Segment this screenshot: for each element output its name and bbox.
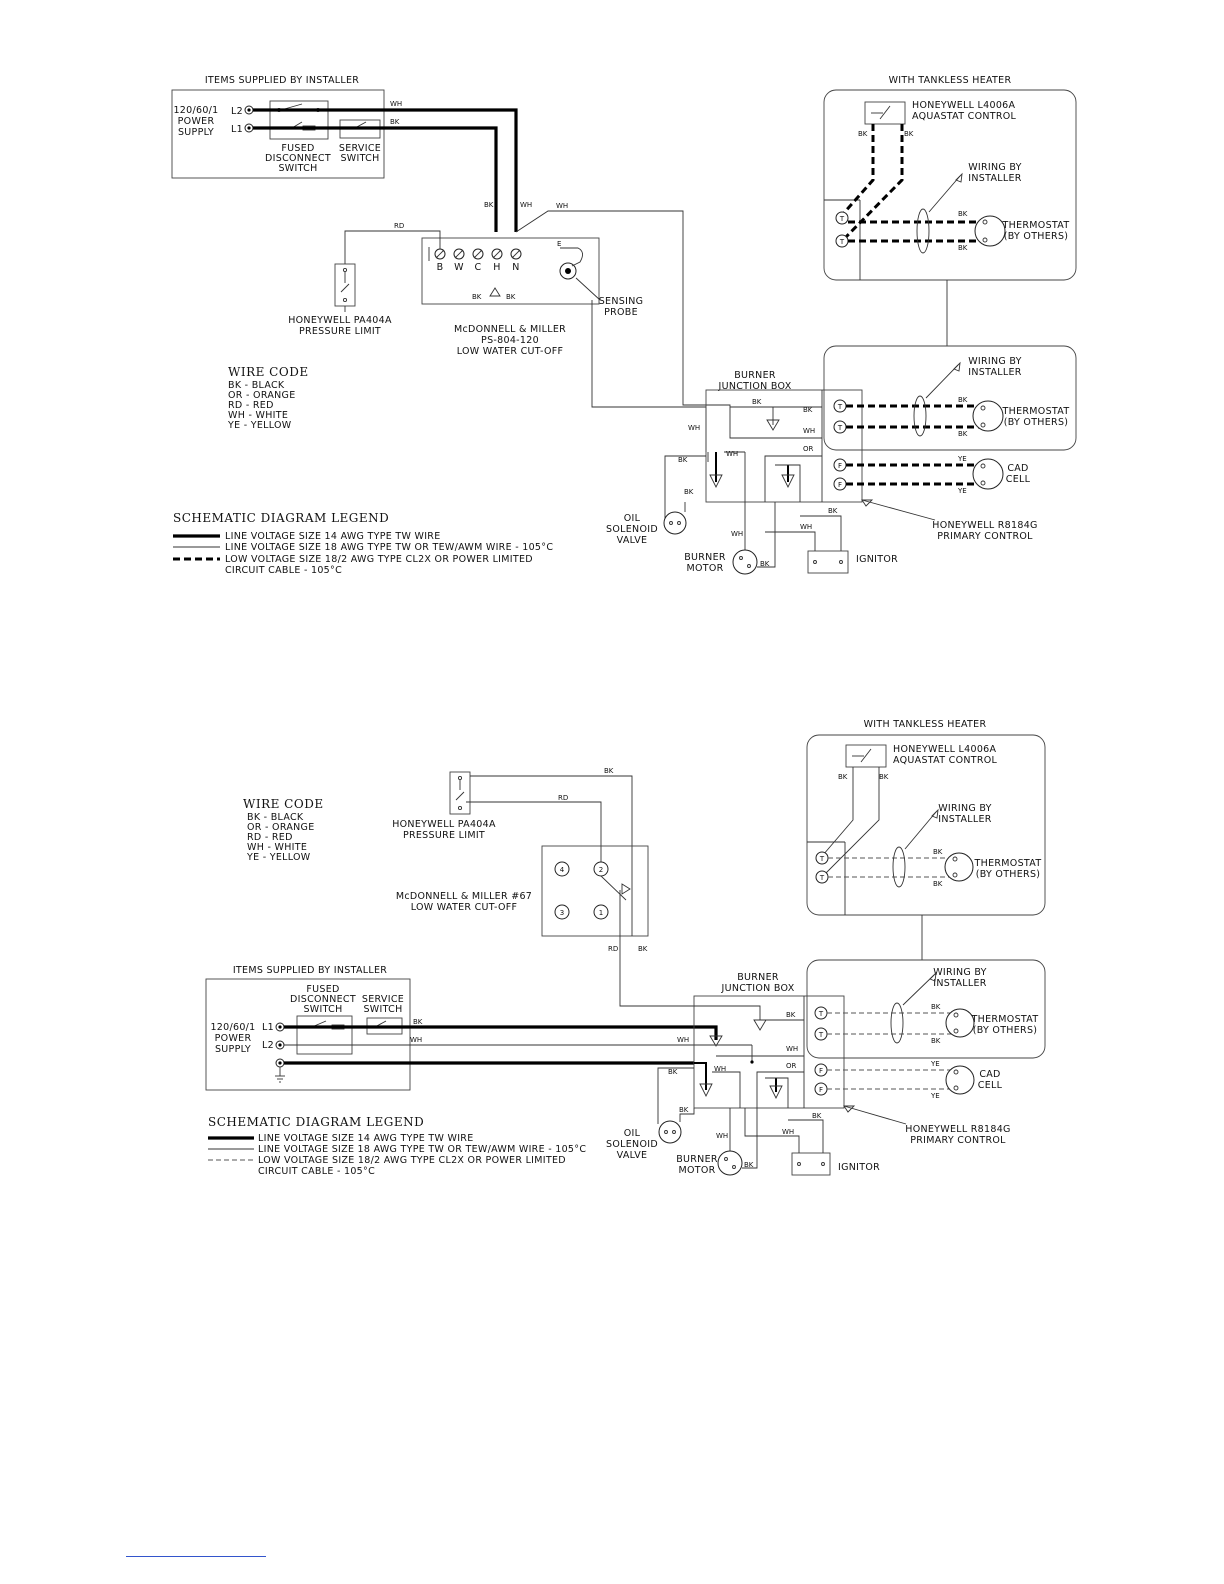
svg-text:RD: RD (558, 794, 569, 802)
lwco-terminals-1 (429, 247, 521, 261)
svg-text:SWITCH: SWITCH (278, 163, 318, 174)
svg-text:WIRE CODE: WIRE CODE (243, 797, 324, 811)
diagram-2 (206, 719, 1045, 1177)
svg-text:BK: BK (958, 396, 968, 404)
svg-text:T: T (839, 215, 845, 223)
svg-text:BK: BK (958, 210, 968, 218)
svg-text:WH: WH (716, 1132, 729, 1140)
svg-text:YE: YE (958, 487, 967, 495)
schematic-legend-1 (173, 511, 553, 576)
svg-text:WH: WH (714, 1065, 727, 1073)
svg-text:BK: BK (933, 880, 943, 888)
svg-text:BURNER: BURNER (737, 972, 779, 983)
installer-title-1: ITEMS SUPPLIED BY INSTALLER (204, 75, 360, 86)
svg-text:LINE VOLTAGE SIZE 18 AWG TYPE: LINE VOLTAGE SIZE 18 AWG TYPE TW OR TEW/AWM WIRE - 105°C (258, 1144, 587, 1155)
svg-text:OR - ORANGE: OR - ORANGE (228, 390, 296, 401)
svg-text:BK: BK (472, 293, 482, 301)
svg-text:WH: WH (786, 1045, 799, 1053)
primary-control-2 (844, 1106, 1011, 1146)
svg-text:LINE VOLTAGE SIZE 14 AWG TYPE: LINE VOLTAGE SIZE 14 AWG TYPE TW WIRE (225, 531, 441, 542)
svg-text:F: F (837, 462, 843, 470)
footer-rule (126, 1556, 266, 1557)
svg-text:SERVICE: SERVICE (338, 143, 382, 154)
svg-text:AQUASTAT CONTROL: AQUASTAT CONTROL (893, 755, 998, 766)
svg-text:120/60/1: 120/60/1 (173, 105, 219, 116)
svg-text:HONEYWELL PA404A: HONEYWELL PA404A (392, 819, 496, 830)
svg-text:IGNITOR: IGNITOR (856, 554, 899, 565)
svg-text:SWITCH: SWITCH (340, 153, 380, 164)
svg-text:AQUASTAT CONTROL: AQUASTAT CONTROL (912, 111, 1017, 122)
svg-text:THERMOSTAT: THERMOSTAT (971, 1014, 1039, 1025)
burner-box-2 (694, 960, 1045, 1108)
svg-text:THERMOSTAT: THERMOSTAT (1002, 406, 1070, 417)
svg-text:F: F (818, 1086, 824, 1094)
svg-text:POWER: POWER (214, 1033, 252, 1044)
burner-motor-2 (718, 1151, 742, 1175)
svg-text:BK: BK (904, 130, 914, 138)
svg-text:BURNER: BURNER (734, 370, 776, 381)
svg-text:T: T (818, 1010, 824, 1018)
svg-text:F: F (818, 1067, 824, 1075)
svg-text:T: T (818, 1031, 824, 1039)
svg-text:DISCONNECT: DISCONNECT (265, 153, 331, 164)
svg-text:SOLENOID: SOLENOID (606, 524, 658, 535)
low-water-cutoff-2 (396, 846, 694, 1006)
svg-text:OIL: OIL (623, 513, 641, 524)
svg-text:LOW VOLTAGE SIZE 18/2 AWG TYPE: LOW VOLTAGE SIZE 18/2 AWG TYPE CL2X OR POWER LIMITED (225, 554, 533, 565)
svg-text:FUSED: FUSED (306, 984, 340, 995)
svg-text:WH - WHITE: WH - WHITE (228, 410, 289, 421)
svg-text:WIRING BY: WIRING BY (968, 356, 1022, 367)
oil-solenoid-valve-2 (659, 1121, 681, 1143)
svg-text:2: 2 (598, 866, 604, 874)
svg-text:WH: WH (731, 530, 744, 538)
svg-text:WH: WH (410, 1036, 423, 1044)
thermostat-2a (945, 853, 973, 881)
svg-text:W: W (454, 262, 464, 273)
svg-text:YE: YE (931, 1060, 940, 1068)
svg-text:MOTOR: MOTOR (686, 563, 724, 574)
svg-text:RD - RED: RD - RED (228, 400, 274, 411)
svg-text:WH - WHITE: WH - WHITE (247, 842, 308, 853)
svg-text:BK: BK (958, 430, 968, 438)
svg-text:JUNCTION BOX: JUNCTION BOX (721, 983, 795, 994)
svg-text:INSTALLER: INSTALLER (933, 978, 987, 989)
svg-text:IGNITOR: IGNITOR (838, 1162, 881, 1173)
svg-text:PRESSURE LIMIT: PRESSURE LIMIT (402, 830, 486, 841)
cad-cell-1 (973, 459, 1003, 489)
svg-text:SUPPLY: SUPPLY (214, 1044, 252, 1055)
diagram-1 (172, 75, 1076, 576)
svg-text:BK: BK (958, 244, 968, 252)
svg-text:E: E (557, 240, 562, 248)
svg-text:THERMOSTAT: THERMOSTAT (1002, 220, 1070, 231)
svg-text:VALVE: VALVE (616, 535, 648, 546)
svg-text:DISCONNECT: DISCONNECT (290, 994, 356, 1005)
svg-text:YE - YELLOW: YE - YELLOW (228, 420, 292, 431)
svg-text:WH: WH (677, 1036, 690, 1044)
wire-code-2 (243, 797, 324, 863)
svg-text:CELL: CELL (977, 1080, 1003, 1091)
svg-text:BK: BK (786, 1011, 796, 1019)
burner-components-1 (606, 456, 898, 574)
svg-text:McDONNELL & MILLER: McDONNELL & MILLER (453, 324, 567, 335)
tankless-heater-box-1 (824, 75, 1076, 280)
svg-text:BK: BK (484, 201, 494, 209)
svg-text:BK: BK (506, 293, 516, 301)
svg-text:BURNER: BURNER (684, 552, 726, 563)
svg-text:L1: L1 (262, 1022, 274, 1033)
svg-text:LINE VOLTAGE SIZE 14 AWG TYPE: LINE VOLTAGE SIZE 14 AWG TYPE TW WIRE (258, 1133, 474, 1144)
svg-text:ITEMS SUPPLIED BY INSTALLER: ITEMS SUPPLIED BY INSTALLER (232, 965, 388, 976)
svg-text:H: H (493, 262, 501, 273)
pressure-limit-1 (288, 222, 440, 337)
svg-text:CIRCUIT CABLE - 105°C: CIRCUIT CABLE - 105°C (258, 1166, 376, 1177)
svg-text:3: 3 (559, 909, 565, 917)
svg-text:T: T (839, 238, 845, 246)
svg-text:F: F (837, 481, 843, 489)
svg-text:(BY OTHERS): (BY OTHERS) (975, 869, 1041, 880)
svg-text:C: C (474, 262, 482, 273)
svg-text:WIRING BY: WIRING BY (968, 162, 1022, 173)
svg-text:OR: OR (786, 1062, 797, 1070)
svg-text:WH: WH (390, 100, 403, 108)
svg-text:PRIMARY CONTROL: PRIMARY CONTROL (937, 531, 1033, 542)
svg-text:VALVE: VALVE (616, 1150, 648, 1161)
svg-text:THERMOSTAT: THERMOSTAT (974, 858, 1042, 869)
svg-text:WH: WH (803, 427, 816, 435)
ignitor-1 (808, 551, 848, 573)
svg-text:PRESSURE LIMIT: PRESSURE LIMIT (298, 326, 382, 337)
low-water-cutoff-1 (422, 238, 643, 357)
svg-text:WH: WH (688, 424, 701, 432)
svg-text:YE: YE (931, 1092, 940, 1100)
svg-text:BK: BK (684, 488, 694, 496)
svg-text:OIL: OIL (623, 1128, 641, 1139)
svg-text:BK - BLACK: BK - BLACK (228, 380, 285, 391)
thermostat-2b (946, 1009, 974, 1037)
svg-text:(BY OTHERS): (BY OTHERS) (1003, 417, 1069, 428)
svg-text:BK: BK (668, 1068, 678, 1076)
svg-text:N: N (512, 262, 520, 273)
svg-text:BK: BK (679, 1106, 689, 1114)
svg-text:WH: WH (556, 202, 569, 210)
svg-text:BK: BK (390, 118, 400, 126)
svg-text:INSTALLER: INSTALLER (938, 814, 992, 825)
svg-text:BK: BK (413, 1018, 423, 1026)
svg-text:WH: WH (800, 523, 813, 531)
svg-text:HONEYWELL L4006A: HONEYWELL L4006A (893, 744, 997, 755)
oil-solenoid-valve-1 (664, 512, 686, 534)
svg-text:WH: WH (726, 450, 739, 458)
svg-text:CIRCUIT CABLE - 105°C: CIRCUIT CABLE - 105°C (225, 565, 343, 576)
svg-text:LOW VOLTAGE SIZE 18/2 AWG TYPE: LOW VOLTAGE SIZE 18/2 AWG TYPE CL2X OR POWER LIMITED (258, 1155, 566, 1166)
svg-text:SUPPLY: SUPPLY (177, 127, 215, 138)
svg-text:SWITCH: SWITCH (363, 1004, 403, 1015)
svg-text:POWER: POWER (177, 116, 215, 127)
svg-text:WITH TANKLESS HEATER: WITH TANKLESS HEATER (888, 75, 1012, 86)
svg-text:BK: BK (879, 773, 889, 781)
svg-text:SOLENOID: SOLENOID (606, 1139, 658, 1150)
svg-text:1: 1 (598, 909, 604, 917)
cad-cell-2 (946, 1066, 974, 1094)
svg-text:LINE VOLTAGE SIZE 18 AWG TYPE: LINE VOLTAGE SIZE 18 AWG TYPE TW OR TEW/AWM WIRE - 105°C (225, 542, 554, 553)
svg-text:YE: YE (958, 455, 967, 463)
svg-text:BK: BK (604, 767, 614, 775)
svg-text:CELL: CELL (1005, 474, 1031, 485)
svg-text:CAD: CAD (979, 1069, 1001, 1080)
svg-text:BURNER: BURNER (676, 1154, 718, 1165)
svg-text:BK: BK (803, 406, 813, 414)
svg-text:PROBE: PROBE (604, 307, 638, 318)
svg-text:BK: BK (931, 1003, 941, 1011)
svg-text:PS-804-120: PS-804-120 (481, 335, 539, 346)
svg-text:RD: RD (608, 945, 619, 953)
svg-text:BK: BK (828, 507, 838, 515)
svg-text:BK: BK (752, 398, 762, 406)
svg-text:HONEYWELL PA404A: HONEYWELL PA404A (288, 315, 392, 326)
svg-text:RD: RD (394, 222, 405, 230)
svg-text:WIRING BY: WIRING BY (933, 967, 987, 978)
svg-text:BK - BLACK: BK - BLACK (247, 812, 304, 823)
svg-text:SENSING: SENSING (598, 296, 644, 307)
line-voltage-wires-2 (284, 1018, 752, 1063)
tankless-heater-box-2 (807, 719, 1045, 915)
svg-text:BK: BK (812, 1112, 822, 1120)
svg-text:SCHEMATIC DIAGRAM LEGEND: SCHEMATIC DIAGRAM LEGEND (208, 1115, 425, 1129)
svg-text:WIRING BY: WIRING BY (938, 803, 992, 814)
schematic-legend-2 (208, 1115, 586, 1177)
svg-text:JUNCTION BOX: JUNCTION BOX (718, 381, 792, 392)
svg-text:T: T (819, 855, 825, 863)
svg-text:HONEYWELL L4006A: HONEYWELL L4006A (912, 100, 1016, 111)
svg-text:McDONNELL & MILLER #67: McDONNELL & MILLER #67 (395, 891, 533, 902)
thermostat-1b (973, 401, 1003, 431)
svg-text:BK: BK (744, 1161, 754, 1169)
svg-text:WIRE CODE: WIRE CODE (228, 365, 309, 379)
svg-text:L2: L2 (262, 1040, 274, 1051)
svg-text:INSTALLER: INSTALLER (968, 367, 1022, 378)
svg-text:WH: WH (782, 1128, 795, 1136)
svg-text:RD - RED: RD - RED (247, 832, 293, 843)
svg-text:MOTOR: MOTOR (678, 1165, 716, 1176)
svg-text:SERVICE: SERVICE (361, 994, 405, 1005)
svg-text:L1: L1 (231, 124, 243, 135)
svg-text:OR - ORANGE: OR - ORANGE (247, 822, 315, 833)
svg-text:B: B (436, 262, 444, 273)
svg-text:LOW WATER CUT-OFF: LOW WATER CUT-OFF (410, 902, 518, 913)
svg-text:L2: L2 (231, 106, 243, 117)
svg-text:T: T (837, 403, 843, 411)
burner-components-2 (606, 1068, 880, 1176)
svg-text:HONEYWELL R8184G: HONEYWELL R8184G (905, 1124, 1011, 1135)
svg-text:BK: BK (678, 456, 688, 464)
svg-text:SCHEMATIC DIAGRAM LEGEND: SCHEMATIC DIAGRAM LEGEND (173, 511, 390, 525)
svg-text:BK: BK (931, 1037, 941, 1045)
fused-disconnect-switch-1 (270, 101, 328, 139)
svg-text:WH: WH (520, 201, 533, 209)
burner-motor-1 (733, 550, 757, 574)
svg-text:BK: BK (760, 560, 770, 568)
svg-text:BK: BK (858, 130, 868, 138)
svg-text:BK: BK (838, 773, 848, 781)
svg-text:INSTALLER: INSTALLER (968, 173, 1022, 184)
svg-text:CAD: CAD (1007, 463, 1029, 474)
svg-text:(BY OTHERS): (BY OTHERS) (972, 1025, 1038, 1036)
svg-text:(BY OTHERS): (BY OTHERS) (1003, 231, 1069, 242)
svg-text:120/60/1: 120/60/1 (210, 1022, 256, 1033)
svg-text:PRIMARY CONTROL: PRIMARY CONTROL (910, 1135, 1006, 1146)
primary-control-1 (862, 500, 1038, 542)
svg-text:OR: OR (803, 445, 814, 453)
svg-text:4: 4 (559, 866, 565, 874)
svg-text:T: T (837, 424, 843, 432)
svg-text:BK: BK (638, 945, 648, 953)
svg-text:BK: BK (933, 848, 943, 856)
svg-text:HONEYWELL R8184G: HONEYWELL R8184G (932, 520, 1038, 531)
wire-code-1 (227, 365, 309, 431)
svg-text:FUSED: FUSED (281, 143, 315, 154)
svg-text:T: T (819, 874, 825, 882)
svg-text:WITH TANKLESS HEATER: WITH TANKLESS HEATER (863, 719, 987, 730)
burner-box-1 (706, 346, 1076, 502)
svg-text:LOW WATER CUT-OFF: LOW WATER CUT-OFF (456, 346, 564, 357)
svg-text:SWITCH: SWITCH (303, 1004, 343, 1015)
svg-text:YE - YELLOW: YE - YELLOW (247, 852, 311, 863)
thermostat-1a (975, 216, 1005, 246)
